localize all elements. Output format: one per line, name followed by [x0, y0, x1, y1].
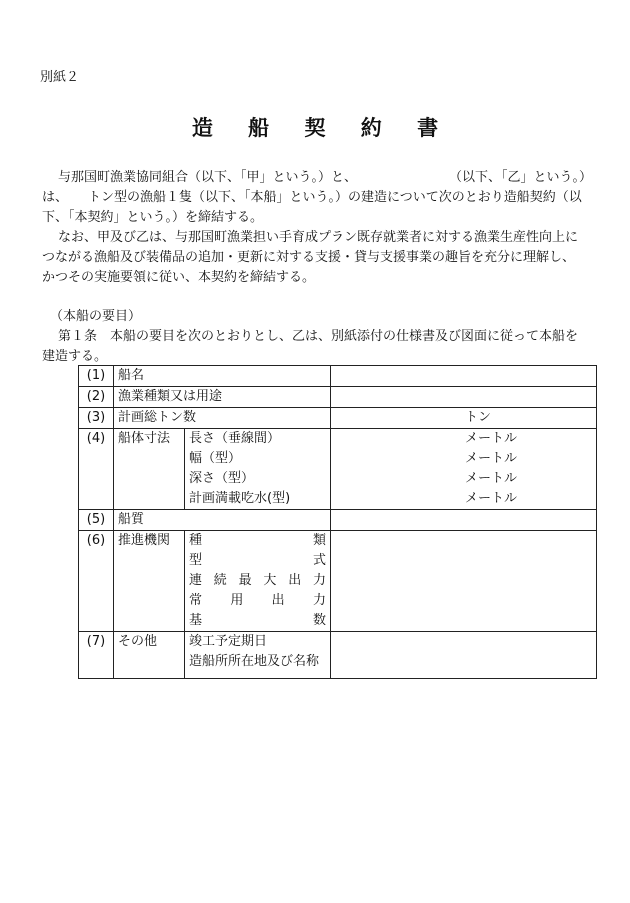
article-1-line-2: 建造する。: [42, 349, 108, 364]
row-label: 船体寸法: [114, 429, 185, 510]
table-row: [79, 510, 597, 531]
row-number: (6): [79, 531, 114, 632]
table-row: [79, 531, 597, 632]
value-cell: [331, 429, 597, 510]
row-label: 船名: [114, 366, 331, 387]
preamble-line-1: 与那国町漁業協同組合（以下、「甲」という。）と、 （以下、「乙」という。）: [58, 170, 593, 185]
value-cell: [331, 531, 597, 632]
row-label: 計画総トン数: [114, 408, 331, 429]
table-row: [79, 408, 597, 429]
value-cell: [331, 387, 597, 408]
article-1-line-1: 第１条 本船の要目を次のとおりとし、乙は、別紙添付の仕様書及び図面に従って本船を: [58, 329, 579, 344]
value-cell: [331, 366, 597, 387]
row-label: 船質: [114, 510, 331, 531]
unit-label: メートル: [465, 431, 518, 446]
unit-label: メートル: [465, 451, 518, 466]
unit-label: メートル: [465, 471, 518, 486]
row-number: (7): [79, 632, 114, 679]
table-row: [79, 632, 597, 679]
preamble-line-3: 下、「本契約」という。）を締結する。: [42, 210, 264, 225]
value-cell: [331, 408, 597, 429]
sub-items: 竣工予定期日 造船所所在地及び名称: [185, 632, 331, 679]
table-row: [79, 429, 597, 510]
unit-label: トン: [465, 410, 492, 425]
attachment-label: 別紙２: [40, 70, 80, 85]
preamble-line-5: つながる漁船及び装備品の追加・更新に対する支援・貸与支援事業の趣旨を充分に理解し、: [42, 250, 576, 265]
preamble-line-4: なお、甲及び乙は、与那国町漁業担い手育成プラン既存就業者に対する漁業生産性向上に: [58, 230, 579, 245]
sub-items: 種 類 型 式 連 続 最 大 出 力 常 用 出 力 基 数: [185, 531, 331, 632]
row-label: 漁業種類又は用途: [114, 387, 331, 408]
preamble-line-6: かつその実施要領に従い、本契約を締結する。: [42, 270, 316, 285]
row-label: その他: [114, 632, 185, 679]
preamble-line-2: は、 トン型の漁船１隻（以下、「本船」という。）の建造について次のとおり造船契約（以: [42, 190, 582, 205]
row-label: 推進機関: [114, 531, 185, 632]
table-row: [79, 387, 597, 408]
row-number: (1): [79, 366, 114, 387]
value-cell: [331, 510, 597, 531]
document-title: 造 船 契 約 書: [191, 116, 453, 140]
row-number: (5): [79, 510, 114, 531]
row-number: (3): [79, 408, 114, 429]
row-number: (4): [79, 429, 114, 510]
specification-table: [78, 365, 597, 679]
unit-label: メートル: [465, 491, 518, 506]
section-heading: （本船の要目）: [50, 309, 142, 324]
sub-items: 長さ（垂線間） 幅（型） 深さ（型） 計画満載吃水(型): [185, 429, 331, 510]
row-number: (2): [79, 387, 114, 408]
table-row: [79, 366, 597, 387]
value-cell: [331, 632, 597, 679]
